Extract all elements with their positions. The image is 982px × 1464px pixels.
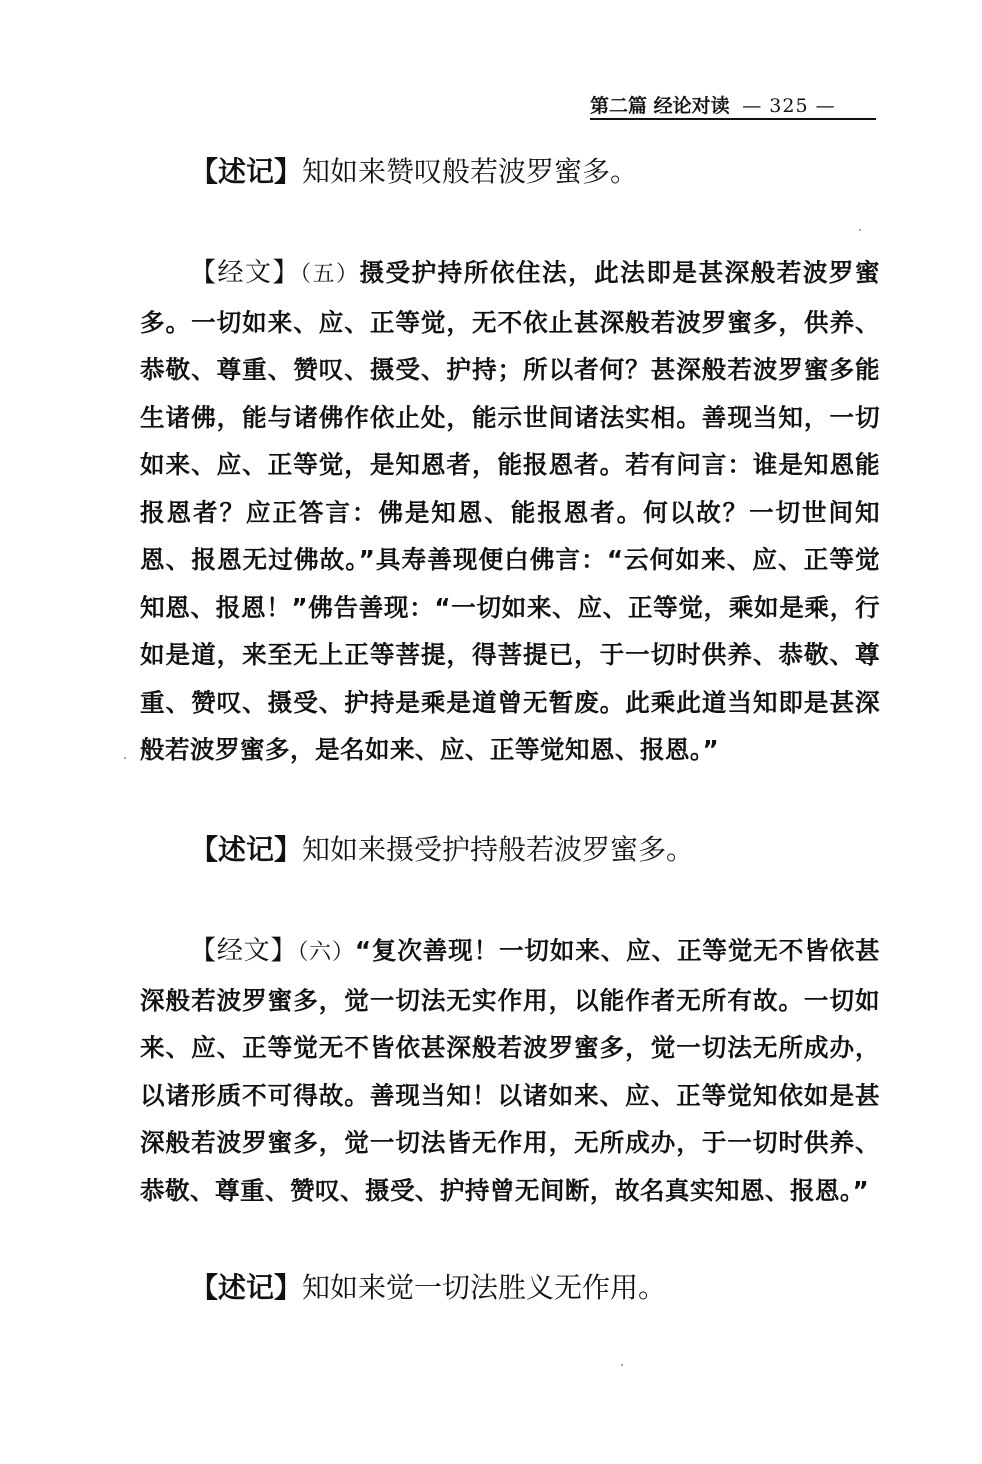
commentary-paragraph [140, 154, 880, 190]
sutra-paragraph [140, 249, 880, 774]
sutra-number: （六） [297, 940, 355, 965]
scan-speck [621, 1364, 623, 1366]
commentary-label: 【述记】 [190, 1271, 303, 1304]
sutra-text: “复次善现！一切如来、应、正等觉无不皆依甚深般若波罗蜜多，觉一切法无实作用，以能作者无所有故。一切如来、应、正等觉无不皆依甚深般若波罗蜜多，觉一切法无所成办，以诸形质不可得故。善现当知！以诸如来、应、正等觉知依如是甚深般若波罗蜜多，觉一切法皆无作用，无所成办，于一切时供养、恭敬、尊重、赞叹、摄受、护持曾无间断，故名真实知恩、报恩。” [140, 936, 880, 1205]
header-section-title: 第二篇 经论对读 [590, 95, 730, 117]
sutra-paragraph [140, 927, 880, 1214]
commentary-label: 【述记】 [190, 155, 303, 188]
commentary-paragraph [140, 1270, 880, 1306]
sutra-text: 摄受护持所依住法，此法即是甚深般若波罗蜜多。一切如来、应、正等觉，无不依止甚深般若波罗蜜多，供养、恭敬、尊重、赞叹、摄受、护持；所以者何？甚深般若波罗蜜多能生诸佛，能与诸佛作依止处，能示世间诸法实相。善现当知，一切如来、应、正等觉，是知恩者，能报恩者。若有问言：谁是知恩能报恩者？应正答言：佛是知恩、能报恩者。何以故？一切世间知恩、报恩无过佛故。”具寿善现便白佛言：“云何如来、应、正等觉知恩、报恩！”佛告善现：“一切如来、应、正等觉，乘如是乘，行如是道，来至无上正等菩提，得菩提已，于一切时供养、恭敬、尊重、赞叹、摄受、护持是乘是道曾无暂废。此乘此道当知即是甚深般若波罗蜜多，是名如来、应、正等觉知恩、报恩。” [140, 258, 880, 764]
running-header [590, 92, 876, 120]
commentary-paragraph [140, 832, 880, 868]
sutra-label: 【经文】 [190, 936, 298, 966]
commentary-text: 知如来摄受护持般若波罗蜜多。 [302, 833, 695, 866]
header-page-number: — 325 — [742, 95, 836, 117]
commentary-label: 【述记】 [190, 833, 303, 866]
scan-speck [859, 229, 861, 231]
sutra-number: （五） [299, 262, 360, 287]
commentary-text: 知如来觉一切法胜义无作用。 [302, 1271, 667, 1304]
scan-speck [124, 757, 126, 759]
sutra-label: 【经文】 [190, 258, 300, 288]
commentary-text: 知如来赞叹般若波罗蜜多。 [302, 155, 639, 188]
